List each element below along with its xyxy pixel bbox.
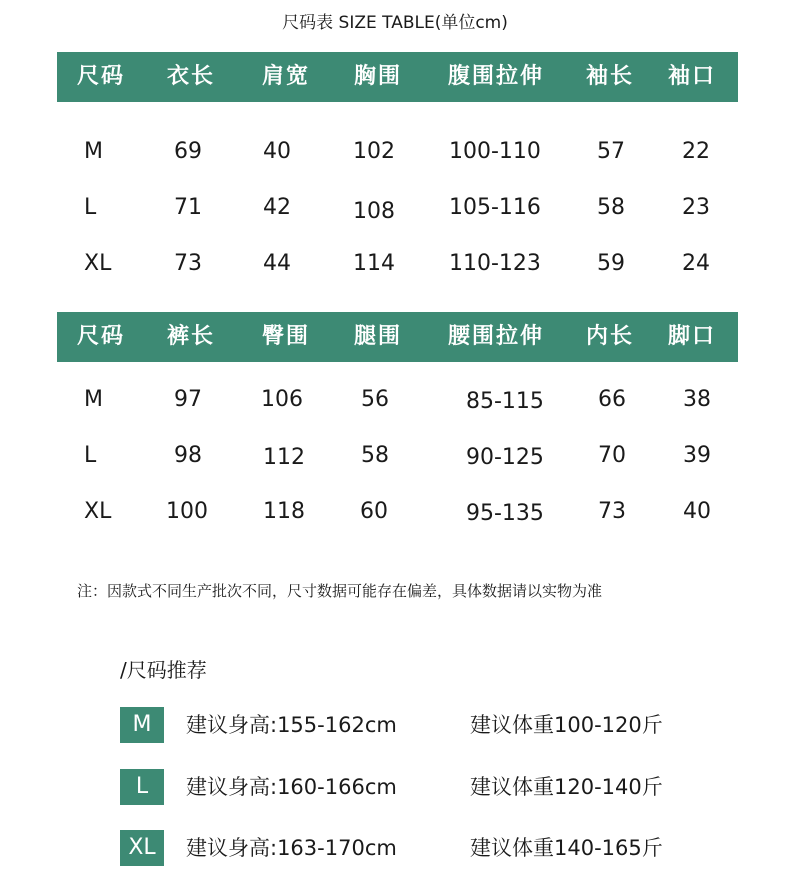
recommend-weight: 建议体重140-165斤	[470, 836, 663, 860]
recommend-height: 建议身高:163-170cm	[186, 836, 397, 860]
table-row	[0, 380, 790, 420]
table-cell: 57	[597, 139, 625, 164]
table-cell: 85-115	[466, 389, 544, 414]
table-row	[0, 244, 790, 284]
top-table-header	[57, 52, 738, 102]
table-cell: 95-135	[466, 501, 544, 526]
table-cell: 23	[682, 195, 710, 220]
table-cell: 106	[261, 387, 303, 412]
table-row	[0, 436, 790, 476]
table-cell: 118	[263, 499, 305, 524]
recommend-item	[0, 830, 790, 874]
table-cell: 73	[598, 499, 626, 524]
header-cell: 尺码	[77, 324, 126, 349]
header-cell: 脚口	[668, 324, 717, 349]
table-cell: 100	[166, 499, 208, 524]
header-cell: 衣长	[167, 64, 216, 89]
table-cell: 38	[683, 387, 711, 412]
header-cell: 臀围	[262, 324, 311, 349]
table-cell: 105-116	[449, 195, 541, 220]
recommend-weight: 建议体重100-120斤	[470, 713, 663, 737]
table-cell: M	[84, 139, 103, 164]
table-row	[0, 188, 790, 228]
header-cell: 内长	[586, 324, 635, 349]
table-cell: 40	[263, 139, 291, 164]
table-cell: 66	[598, 387, 626, 412]
table-cell: 108	[353, 199, 395, 224]
table-row	[0, 492, 790, 532]
table-cell: XL	[84, 499, 112, 524]
size-badge: XL	[120, 830, 164, 866]
table-cell: 40	[683, 499, 711, 524]
header-cell: 袖长	[586, 64, 635, 89]
bottom-table-header	[57, 312, 738, 362]
table-cell: L	[84, 443, 97, 468]
table-cell: 59	[597, 251, 625, 276]
table-cell: 73	[174, 251, 202, 276]
table-cell: 22	[682, 139, 710, 164]
table-cell: 71	[174, 195, 202, 220]
table-cell: 114	[353, 251, 395, 276]
table-cell: 97	[174, 387, 202, 412]
table-cell: 69	[174, 139, 202, 164]
table-cell: 56	[361, 387, 389, 412]
header-cell: 肩宽	[262, 64, 311, 89]
recommend-title: /尺码推荐	[120, 658, 207, 682]
table-cell: 44	[263, 251, 291, 276]
header-cell: 袖口	[668, 64, 717, 89]
table-cell: 42	[263, 195, 291, 220]
table-cell: 70	[598, 443, 626, 468]
table-cell: M	[84, 387, 103, 412]
table-cell: 112	[263, 445, 305, 470]
table-cell: 110-123	[449, 251, 541, 276]
table-cell: 24	[682, 251, 710, 276]
recommend-height: 建议身高:160-166cm	[186, 775, 397, 799]
table-cell: 90-125	[466, 445, 544, 470]
disclaimer-note: 注：因款式不同生产批次不同，尺寸数据可能存在偏差，具体数据请以实物为准	[77, 582, 603, 600]
table-cell: 98	[174, 443, 202, 468]
header-cell: 腹围拉伸	[448, 64, 545, 89]
header-cell: 腰围拉伸	[448, 324, 545, 349]
header-cell: 尺码	[77, 64, 126, 89]
size-badge: M	[120, 707, 164, 743]
table-cell: L	[84, 195, 97, 220]
table-cell: 100-110	[449, 139, 541, 164]
header-cell: 胸围	[354, 64, 403, 89]
recommend-height: 建议身高:155-162cm	[186, 713, 397, 737]
table-row	[0, 132, 790, 172]
page-title: 尺码表 SIZE TABLE(单位cm)	[282, 13, 508, 33]
table-cell: 60	[360, 499, 388, 524]
recommend-item	[0, 707, 790, 751]
recommend-item	[0, 769, 790, 813]
table-cell: 58	[597, 195, 625, 220]
recommend-weight: 建议体重120-140斤	[470, 775, 663, 799]
size-badge: L	[120, 769, 164, 805]
table-cell: 39	[683, 443, 711, 468]
table-cell: 58	[361, 443, 389, 468]
header-cell: 腿围	[354, 324, 403, 349]
table-cell: 102	[353, 139, 395, 164]
header-cell: 裤长	[167, 324, 216, 349]
table-cell: XL	[84, 251, 112, 276]
